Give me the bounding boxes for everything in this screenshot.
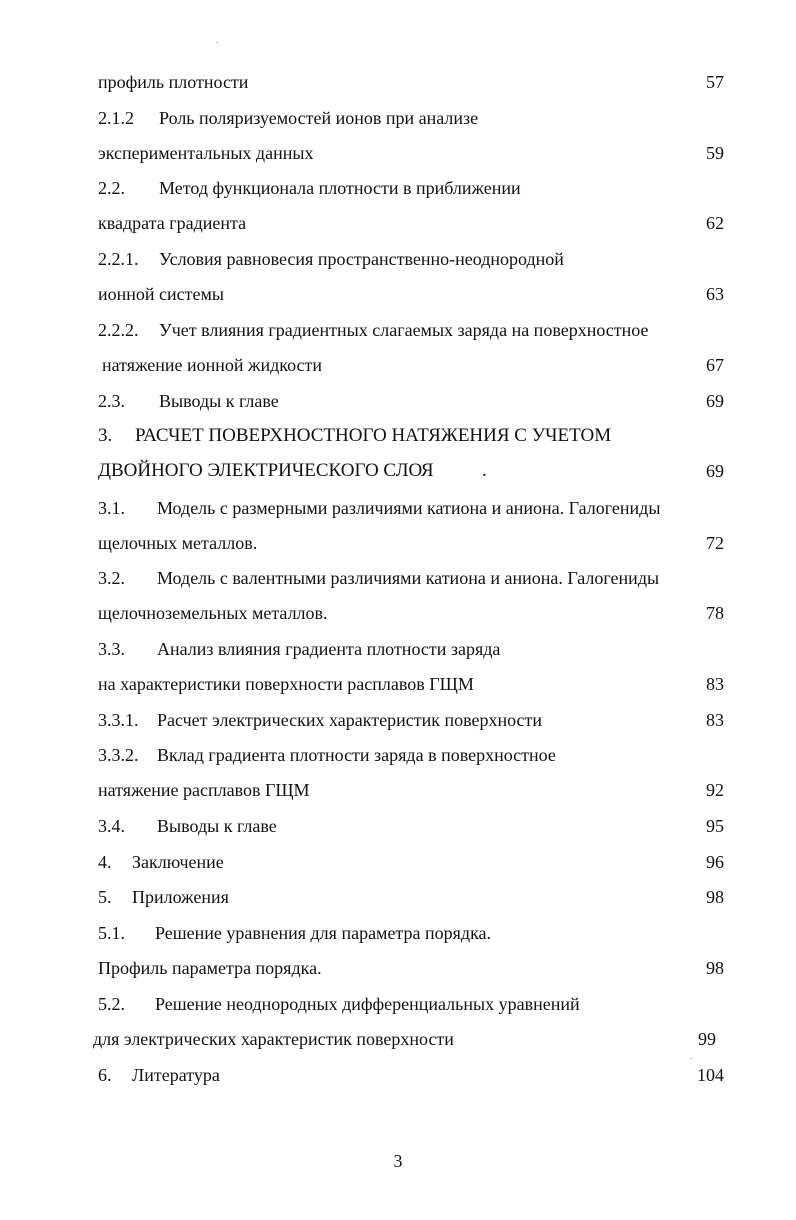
toc-entry-page: 63	[706, 284, 724, 304]
toc-entry-page: 95	[706, 816, 724, 836]
toc-entry-page: 62	[706, 213, 724, 233]
toc-entry-number: 5.1.	[98, 923, 125, 943]
toc-entry-page: 98	[706, 958, 724, 978]
toc-entry-number: 4.	[98, 852, 112, 872]
page-number: 3	[393, 1151, 403, 1171]
toc-entry-number: 3.2.	[98, 568, 125, 588]
toc-entry-page: 98	[706, 887, 724, 907]
toc-entry-text: экспериментальных данных	[98, 143, 314, 163]
toc-entry-page: 78	[706, 603, 724, 623]
toc-entry-number: 2.2.2.	[98, 320, 139, 340]
toc-entry-number: 2.2.	[98, 178, 125, 198]
toc-entry-page: 69	[706, 461, 724, 481]
toc-entry-text: Профиль параметра порядка.	[98, 958, 322, 978]
toc-entry-number: 3.1.	[98, 498, 125, 518]
toc-entry-text: Решение уравнения для параметра порядка.	[155, 923, 492, 943]
toc-entry-text: Модель с размерными различиями катиона и аниона. Галогениды	[157, 498, 661, 518]
toc-entry-page: 104	[697, 1065, 724, 1085]
toc-entry-page: 92	[706, 780, 724, 800]
toc-entry-text: Учет влияния градиентных слагаемых заряда на поверхностное	[159, 320, 649, 340]
toc-entry-text: Метод функционала плотности в приближении	[159, 178, 521, 198]
toc-entry-text: .	[482, 460, 487, 481]
toc-entry-text: Заключение	[132, 852, 224, 872]
toc-entry-number: 2.3.	[98, 391, 125, 411]
toc-entry-text: для электрических характеристик поверхности	[93, 1029, 454, 1049]
toc-entry-text: ДВОЙНОГО ЭЛЕКТРИЧЕСКОГО СЛОЯ	[98, 460, 434, 481]
toc-entry-page: 69	[706, 391, 724, 411]
toc-entry-page: 59	[706, 143, 724, 163]
toc-entry-text: натяжение ионной жидкости	[102, 355, 323, 375]
toc-entry-number: 5.2.	[98, 994, 125, 1014]
toc-entry-text: натяжение расплавов ГЩМ	[98, 780, 310, 800]
toc-entry-page: 99	[698, 1029, 716, 1049]
toc-entry-text: Условия равновесия пространственно-неоднородной	[159, 249, 564, 269]
toc-entry-number: 2.2.1.	[98, 249, 139, 269]
toc-entry-text: Выводы к главе	[159, 391, 279, 411]
toc-entry-text: Выводы к главе	[157, 816, 277, 836]
toc-entry-number: 3.3.1.	[98, 710, 139, 730]
toc-entry-number: 2.1.2	[98, 108, 134, 128]
toc-entry-text: Анализ влияния градиента плотности заряда	[157, 639, 501, 659]
toc-entry-number: 3.4.	[98, 816, 125, 836]
toc-entry-page: 83	[706, 710, 724, 730]
toc-entry-text: Приложения	[132, 887, 229, 907]
toc-entry-number: 5.	[98, 887, 112, 907]
toc-entry-text: РАСЧЕТ ПОВЕРХНОСТНОГО НАТЯЖЕНИЯ С УЧЕТОМ	[135, 425, 612, 446]
toc-entry-text: Модель с валентными различиями катиона и аниона. Галогениды	[157, 568, 660, 588]
toc-entry-number: 3.3.	[98, 639, 125, 659]
toc-entry-number: 6.	[98, 1065, 112, 1085]
toc-entry-text: Литература	[132, 1065, 220, 1085]
toc-entry-text: Вклад градиента плотности заряда в поверхностное	[157, 745, 556, 765]
toc-entry-text: щелочноземельных металлов.	[98, 603, 328, 623]
toc-entry-text: щелочных металлов.	[98, 533, 258, 553]
toc-entry-text: Роль поляризуемостей ионов при анализе	[159, 108, 479, 128]
toc-entry-page: 67	[706, 355, 724, 375]
toc-entry-text: Решение неоднородных дифференциальных уравнений	[155, 994, 580, 1014]
toc-entry-text: квадрата градиента	[98, 213, 247, 233]
toc-entry-page: 96	[706, 852, 724, 872]
toc-entry-page: 83	[706, 674, 724, 694]
toc-entry-number: 3.	[98, 425, 113, 446]
toc-entry-number: 3.3.2.	[98, 745, 139, 765]
toc-entry-text: на характеристики поверхности расплавов ГЩМ	[98, 674, 474, 694]
toc-entry-text: Расчет электрических характеристик поверхности	[157, 710, 543, 730]
toc-entry-text: профиль плотности	[98, 72, 249, 92]
scan-speck	[216, 42, 218, 43]
scan-speck	[690, 1058, 692, 1059]
toc-entry-page: 72	[706, 533, 724, 553]
toc-entry-page: 57	[706, 72, 724, 92]
toc-entry-text: ионной системы	[98, 284, 224, 304]
